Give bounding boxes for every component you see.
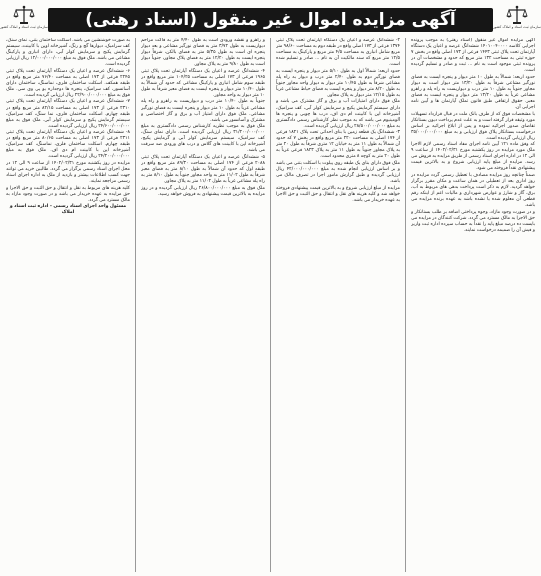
paragraph: ۷- ششدانگ عرصه و اعیان یک دستگاه آپارتمان تحت پلاک ثبتی ۲۳۱۰ فرعی از ۱۷۳ اصلی به مساحت ۸۲/۱۵ متر مربع واقع در طبقه چهارم. اسکلت ساختمان فلزی، نما سنگ، کف سرامیک، سیستم گرمایش پکیج و سرمایش کولر آبی. ملک فوق به مبلغ ۲۴/۶۰۰/۰۰۰/۰۰۰ ریال ارزیابی گردیده است. [6, 99, 130, 129]
paragraph: ملک فوق دارای امتیازات آب و برق و گاز مشترک می باشد و دارای سیستم گرمایش پکیج و سرمایش کولر آبی، کف سرامیک، آشپزخانه اپن با کابینت ام دی اف، درب ها چوبی و پنجره ها آلومینیوم می باشد که به موجب نظر کارشناس رسمی دادگستری به مبلغ ۲۸/۵۰۰/۰۰۰/۰۰۰ ریال ارزیابی گردیده است. [276, 99, 400, 129]
paragraph: ملک فوق به موجب نظریه کارشناس رسمی دادگستری به مبلغ ۳۱/۲۰۰/۰۰۰/۰۰۰ ریال ارزیابی گردیده است. دارای نمای سنگ، کف سرامیک، سیستم سرمایش کولر آبی و گرمایش پکیج، آشپزخانه اپن با کابینت های گلاس و درب های ورودی ضد سرقت می باشد. [141, 124, 265, 154]
notice-signature: مسئول واحد اجرای اسناد رسمی – اداره ثبت اسناد و املاک [9, 204, 127, 216]
paragraph: ۵- ششدانگ عرصه و اعیان یک دستگاه آپارتمان تحت پلاک ثبتی ۲۰۸۸ فرعی از ۱۷۴ اصلی به مساحت ۸۹/۳۰ متر مربع واقع در طبقه اول که حدود آن شمالاً به طول ۸/۱۰ متر به فضای معبر شرقاً به طول ۱۱/۰۲ متر به واحد مجاور جنوباً به طول ۸/۱۰ متر به راه پله مشاعی غرباً به طول ۱۱/۰۲ متر به پلاک مجاور. [141, 154, 265, 185]
emblem-caption: سازمان ثبت اسناد و املاک کشور [0, 25, 48, 29]
paragraph: مزایده در روز یکشنبه مورخ ۱۴۰۲/۰۲/۳۱ از ساعت ۹ الی ۱۲ در محل اجرای اسناد رسمی برگزار می گردد. طالبین خرید می توانند جهت کسب اطلاعات بیشتر و بازدید از ملک به اداره اجرای اسناد رسمی مراجعه نمایند. [6, 160, 130, 185]
emblem-left [0, 5, 48, 35]
paragraph: ملک فوق به مبلغ ۲۶/۸۰۰/۰۰۰/۰۰۰ ریال ارزیابی گردیده و در روز مزایده به بالاترین قیمت پیشنهادی به فروش خواهد رسید. [141, 185, 265, 197]
emblem-caption: سازمان ثبت اسناد و املاک کشور [493, 25, 541, 29]
paragraph: ۶- ششدانگ عرصه و اعیان یک دستگاه آپارتمان تحت پلاک ثبتی ۲۲۴۵ فرعی از ۱۷۳ اصلی به مساحت ۷۶/۴۰ متر مربع واقع در طبقه همکف. اسکلت ساختمان فلزی، نماسنگ، ساختمان دارای آسانسور، کف سرامیک، پنجره ها دوجداره یو پی وی سی. ملک فوق به مبلغ ۲۲/۹۰۰/۰۰۰/۰۰۰ ریال ارزیابی گردیده است. [6, 68, 130, 98]
paragraph: مزایده از مبلغ ارزیابی شروع و به بالاترین قیمت پیشنهادی فروخته خواهد شد و کلیه هزینه های نقل و انتقال و حق الثبت و حق الاجرا به عهده خریدار می باشد. [276, 185, 400, 203]
scales-of-justice-icon [13, 5, 35, 25]
paragraph: ضمناً چنانچه روز مزایده مصادف با تعطیل رسمی گردد مزایده در روز اداری بعد از تعطیلی در همان ساعت و مکان مقرر برگزار خواهد گردید. لازم به ذکر است پرداخت بدهی های مربوط به آب، برق، گاز و شارژ و عوارض شهرداری و مالیات اعم از اینکه رقم قطعی آن معلوم شده یا نشده باشد به عهده برنده مزایده می باشد. [411, 173, 535, 209]
paragraph: با مشخصات فوق که از طرف بانک ملت در قبال قرارداد تسهیلات مورد وثیقه قرار گرفته است و به علت عدم پرداخت دیون بستانکار تقاضای صدور اجرائیه نموده و پس از ابلاغ اجرائیه بر اساس درخواست بستانکار پلاک فوق ارزیابی و به مبلغ ۳۵/۰۰۰/۰۰۰/۰۰۰ ریال ارزیابی گردیده است. [411, 111, 535, 141]
paragraph: ۸- ششدانگ عرصه و اعیان یک دستگاه آپارتمان تحت پلاک ثبتی ۲۳۱۱ فرعی از ۱۷۳ اصلی به مساحت ۸۰/۶۵ متر مربع واقع در طبقه چهارم. اسکلت ساختمان فلزی، نماسنگ، کف سرامیک، آشپزخانه اپن با کابینت ام دی اف. ملک فوق به مبلغ ۲۴/۲۰۰/۰۰۰/۰۰۰ ریال ارزیابی گردیده است. [6, 130, 130, 160]
paragraph: ۳- ششدانگ یک قطعه زمین با بنای احداثی تحت پلاک ۱۸۲۱ فرعی از ۱۷۴ اصلی به مساحت ۲۲۰ متر مربع واقع در بخش ۷ که حدود آن شمالاً به طول ۱۱ متر به خیابان ۱۲ متری شرقاً به طول ۲۰ متر به پلاک مجاور جنوباً به طول ۱۱ متر به پلاک ۱۸۲۳ فرعی غرباً به طول ۲۰ متر به کوچه ۸ متری محدود است. [276, 130, 400, 160]
paragraph: و در صورت وجود مازاد، وجوه پرداختی اضافه بر طلب بستانکار و حق الاجرا به مالک مسترد می گردد. شرکت کنندگان در مزایده می بایست ده درصد مبلغ پایه را نقداً به حساب سپرده اداره ثبت واریز و فیش آن را ضمیمه درخواست نمایند. [411, 209, 535, 233]
paragraph: که وفق ماده ۱۲۱ آیین نامه اجرای مفاد اسناد رسمی لازم الاجرا ملک مورد مزایده در روز یکشنبه مورخ ۱۴۰۲/۰۲/۳۱ از ساعت ۹ الی ۱۲ در اداره اجرای اسناد رسمی از طریق مزایده به فروش می رسد. مزایده از مبلغ پایه ارزیابی شروع و به بالاترین قیمت پیشنهادی نقداً فروخته می شود. [411, 142, 535, 172]
text-column-2 [276, 38, 400, 572]
paragraph: جنوباً به طول ۱۰/۴۰ متر درب و دیواریست به راهرو و راه پله مشاعی غرباً به طول ۱۰ متر دیوار و پنجره ایست به فضای نورگیر مشاعی. ملک فوق دارای امتیاز آب و برق و گاز اختصاصی و مشترک و آسانسور می باشد. [141, 99, 265, 123]
paragraph: حدود اربعه: شمالاً به طول ۱۰ متر دیوار و پنجره ایست به فضای نورگیر مشاعی شرقاً به طول ۱۳/۲۰ متر دیوار است به دیوار مجاور جنوباً به طول ۱۰ متر درب و دیواریست به راه پله و راهرو مشاعی غرباً به طول ۱۳/۲۰ متر دیوار و پنجره ایست به فضای معبر. حقوق ارتفاقی طبق قانون تملک آپارتمان ها و آیین نامه اجرایی آن. [411, 74, 535, 111]
paragraph: به صورت خوشنشین می باشد. اسکلت ساختمان بتنی، نمای سنگ، کف سرامیک، دیوارها گچ و رنگ، آشپزخانه اوپن با کابینت، سیستم گرمایش پکیج و سرمایش کولر آبی، دارای انباری و پارکینگ مشاعی می باشد. ملک فوق به مبلغ ۱۲/۰۰۰/۰۰۰/۰۰۰ ریال ارزیابی گردیده است. [6, 38, 130, 68]
paragraph: ۲- ششدانگ عرصه و اعیان یک دستگاه آپارتمان تحت پلاک ثبتی ۱۳۷۴ فرعی از ۱۷۳ اصلی واقع در طبقه دوم به مساحت ۹۸/۶۰ متر مربع شامل انباری به مساحت ۴/۵ متر مربع و پارکینگ به مساحت ۱۲/۵ متر مربع که سند مالکیت آن به نام ... صادر و تسلیم شده است. [276, 38, 400, 68]
text-column-4 [6, 38, 130, 572]
paragraph: ملک فوق دارای بنای یک طبقه روی پیلوت با اسکلت بتنی می باشد و بر اساس ارزیابی انجام شده به مبلغ ۴۲/۰۰۰/۰۰۰/۰۰۰ ریال ارزیابی گردیده و طبق گزارش مامور اجرا در تصرف مالک می باشد. [276, 160, 400, 185]
text-column-3 [141, 38, 265, 572]
title-bar [48, 8, 493, 32]
column-divider [135, 38, 136, 572]
scales-of-justice-icon [506, 5, 528, 25]
paragraph: ۴- ششدانگ عرصه و اعیان یک دستگاه آپارتمان تحت پلاک ثبتی ۱۹۶۵ فرعی از ۱۷۳ اصلی به مساحت ۱۰۴/۲۵ متر مربع واقع در طبقه سوم شامل انباری و پارکینگ مشاعی که حدود آن شمالاً به طول ۱۰/۴۰ متر دیوار و پنجره ایست به فضای معبر شرقاً به طول ۱۰ متر دیوار به واحد مجاور. [141, 68, 265, 98]
paragraph: حدود اربعه: شمالاً اول به طول ۵/۱۰ متر دیوار و پنجره ایست به فضای نورگیر دوم به طول ۲/۴۰ متر درب و دیوار به راه پله مشاعی شرقاً به طول ۱۰/۴۵ متر دیوار به دیوار واحد مجاور جنوباً به طول ۸/۲۰ متر دیوار و پنجره ایست به فضای حیاط مشاعی غرباً به طول ۱۲/۱۵ متر دیوار به پلاک مجاور. [276, 68, 400, 98]
notice-columns [6, 38, 535, 572]
text-column-1 [411, 38, 535, 572]
notice-header [0, 4, 541, 36]
paragraph: آگهی مزایده اموال غیر منقول (اسناد رهنی) به موجب پرونده اجرایی کلاسه ۱۴۰۱۰۰۴۰۰۰۰ ششدانگ عرصه و اعیان یک دستگاه آپارتمان تحت پلاک ثبتی ۱۴۴۳ فرعی از ۱۷۳ اصلی واقع در بخش ۷ حوزه ثبتی به مساحت ۱۳۲ متر مربع که حدود و مشخصات آن در پرونده ثبتی موجود است به نام ... ثبت و صادر و تسلیم گردیده است. [411, 38, 535, 74]
column-divider [270, 38, 271, 572]
column-divider [405, 38, 406, 572]
notice-title: آگهی مزایده اموال غیر منقول (اسناد رهنی) [85, 10, 456, 30]
paragraph: و راهرو و نقشه ورودی است به طول ۴/۴۰ متر به فاکت مزاحم دیواریست به طول ۳/۷۲ متر به فضای نورگیر مشاعی و بعد دیوار پنجره ای است به طول ۵/۳۵ متر به فضای بالکن، شرقاً دیوار پنجره ایست به طول ۱۲/۲۰ متر به فضای پلاک مجاور، جنوباً دیوار است به طول ۹/۸۰ متر به پلاک مجاور. [141, 38, 265, 68]
paragraph: کلیه هزینه های مربوط به نقل و انتقال و حق الثبت و حق الاجرا و حق مزایده به عهده خریدار می باشد و در صورت وجود مازاد به مالک مسترد می گردد. [6, 185, 130, 203]
emblem-right [493, 5, 541, 35]
